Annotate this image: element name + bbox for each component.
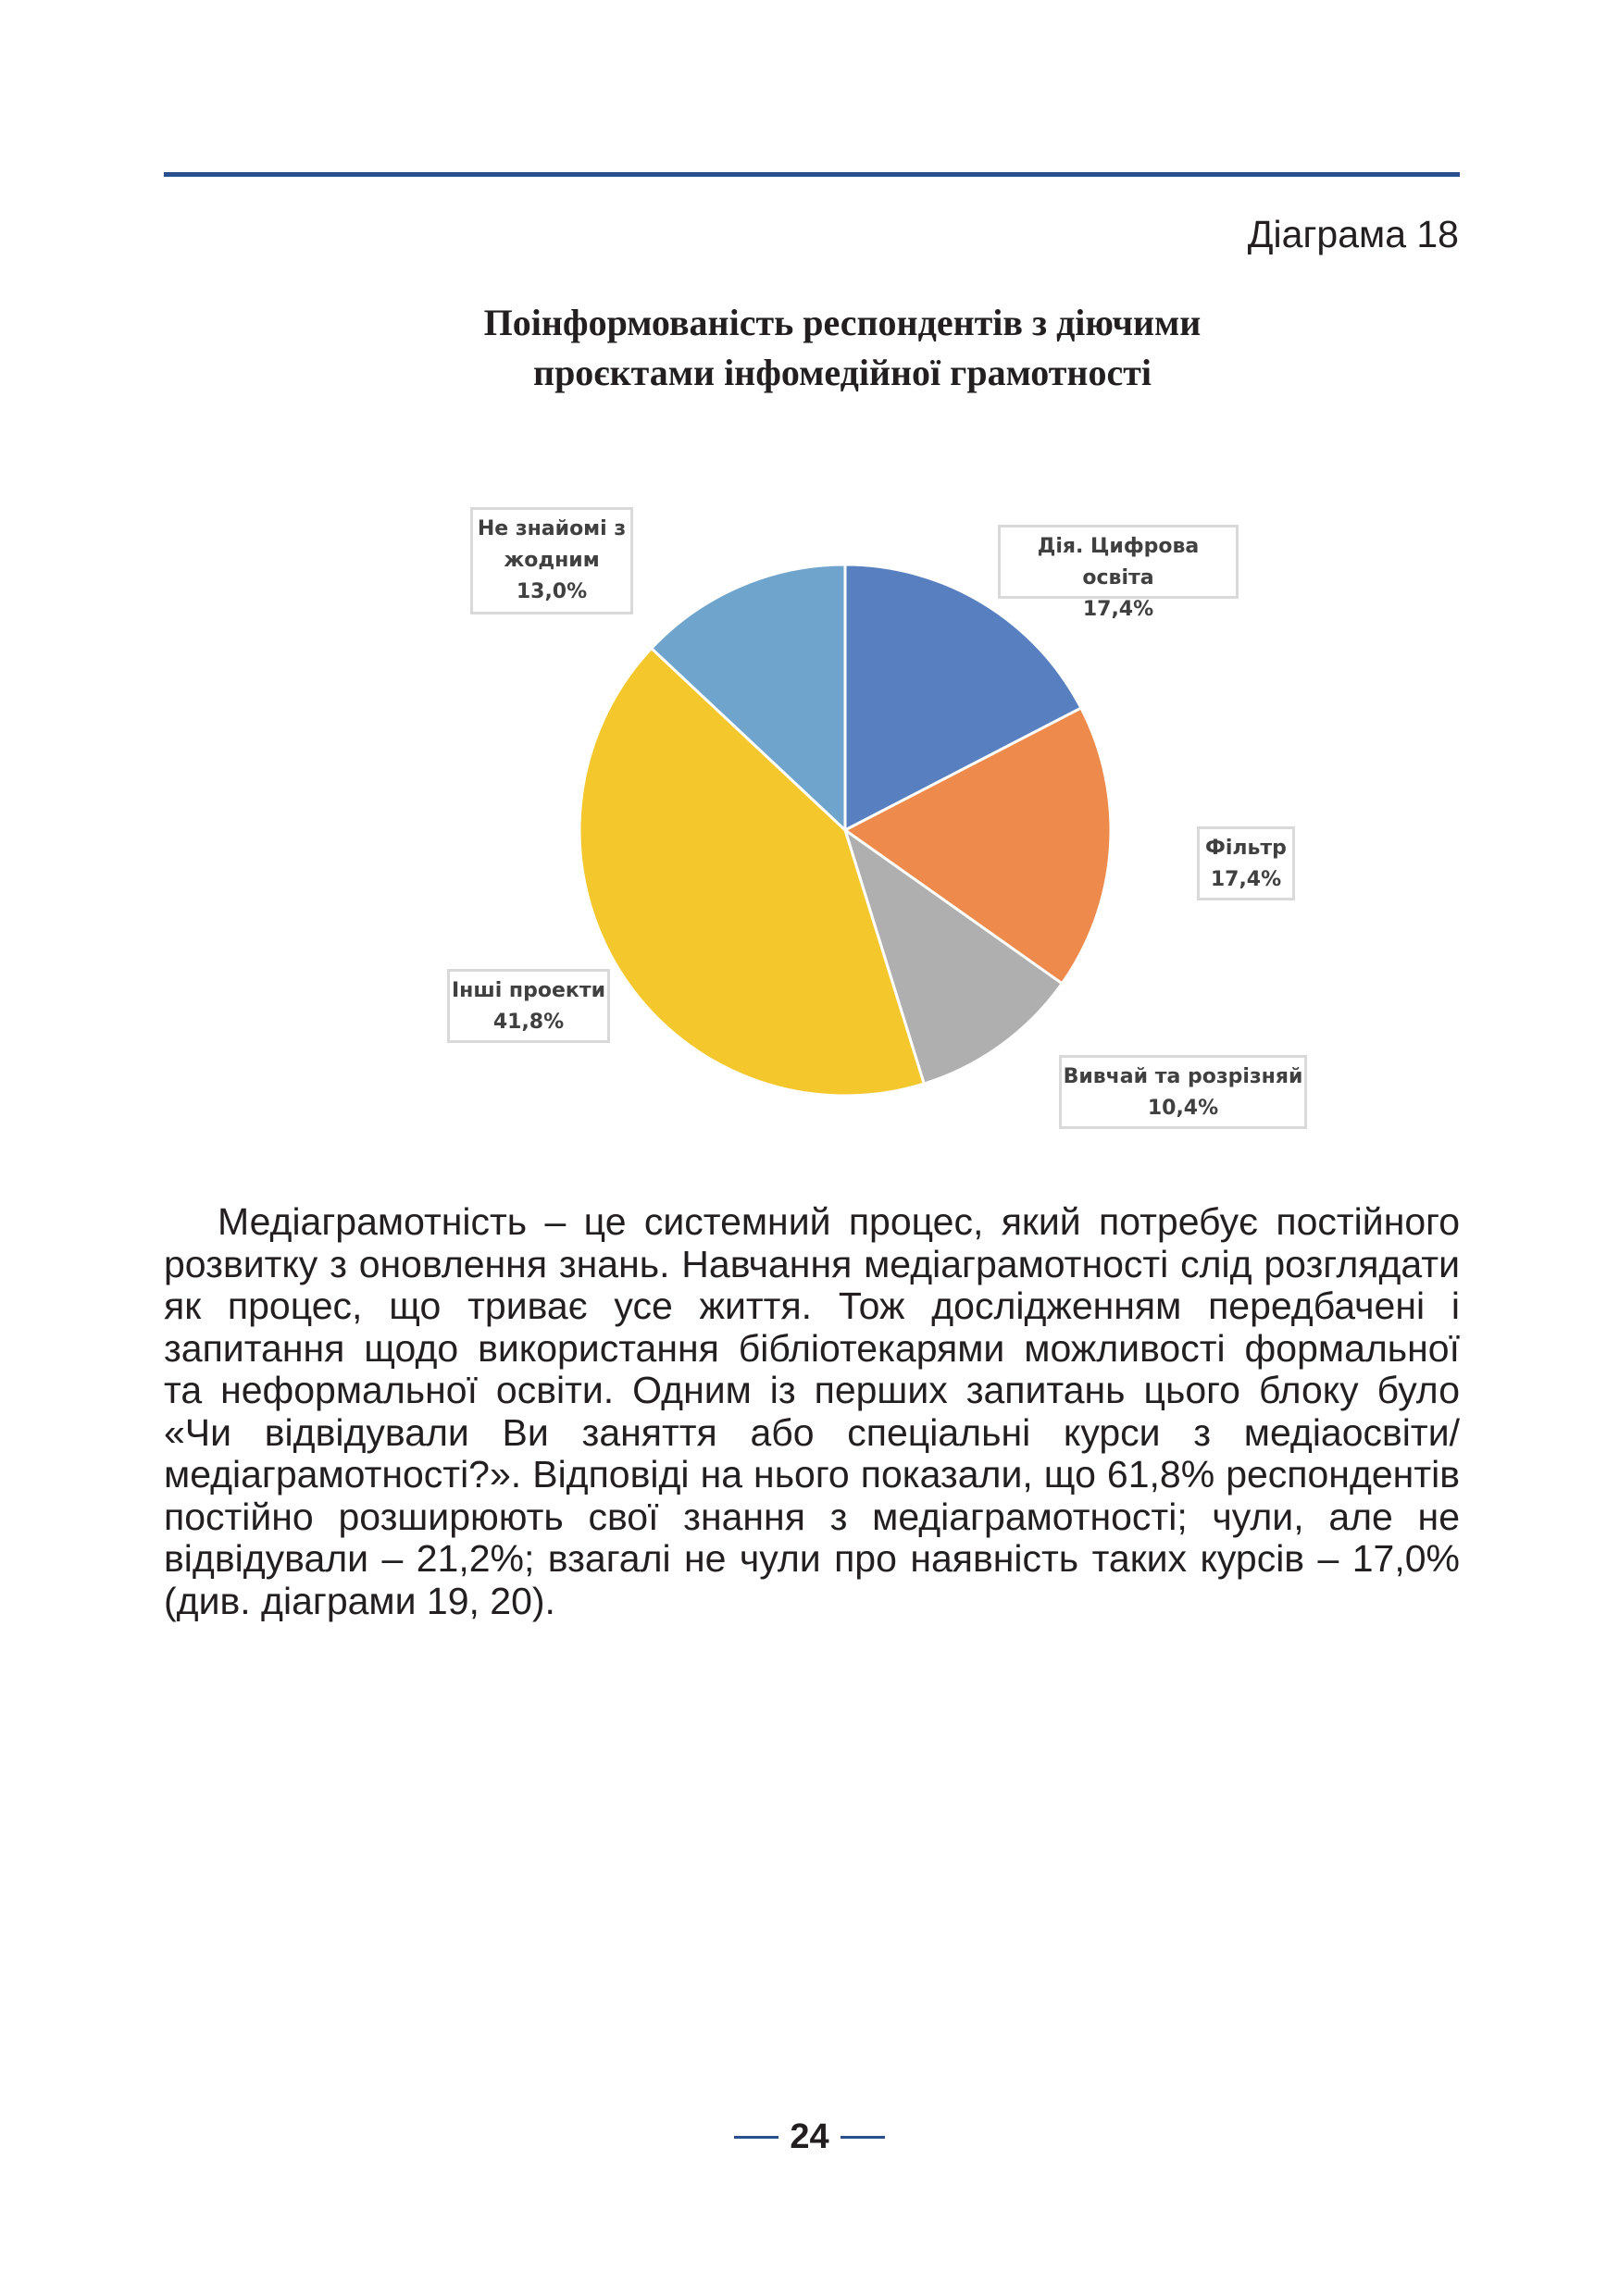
data-label-vyvchai-name: Вивчай та розрізняй [1063, 1065, 1303, 1088]
data-label-inshi-name: Інші проекти [451, 979, 606, 1002]
chart-title-line-1: Поінформованість респондентів з діючими [483, 302, 1202, 343]
data-label-dia [998, 525, 1239, 621]
data-label-filtr-name: Фільтр [1205, 837, 1287, 860]
page-number: 24 [790, 2117, 829, 2156]
data-label-vyvchai-value: 10,4% [1147, 1097, 1219, 1120]
data-label-ne-znaiomi [470, 507, 633, 614]
data-label-filtr [1197, 826, 1295, 900]
chart-title-line-2: проєктами інфомедійної грамотності [533, 352, 1152, 393]
footer-dash-right [841, 2136, 885, 2139]
body-text [164, 1201, 1460, 1622]
data-label-vyvchai [1059, 1055, 1307, 1129]
data-label-ne-znaiomi-name-2: жодним [504, 549, 600, 572]
data-label-dia-value: 17,4% [1082, 598, 1154, 621]
footer-dash-left [734, 2136, 778, 2139]
data-label-inshi [447, 969, 610, 1043]
data-label-filtr-value: 17,4% [1210, 868, 1282, 891]
body-paragraph: Медіаграмотність – це системний процес, який потребує постійного розвитку з оновлення знань. Навчання медіаграмотності слід розглядати як процес, що триває усе життя. Тож дослідженням передбачені і запитання щодо використання бібліотекарями можливості формальної та неформальної освіти. Одним із перших запитань цього блоку було «Чи відвідували Ви заняття або спеціальні курси з медіаосвіти/медіаграмотності?». Відповіді на нього показали, що 61,8% респондентів постійно розширюють свої знання з медіаграмотності; чули, але не відвідували – 21,2%; взагалі не чули про наявність таких курсів – 17,0% (див. діаграми 19, 20). [164, 1200, 1460, 1622]
data-label-ne-znaiomi-name-1: Не знайомі з [477, 517, 627, 540]
diagram-label: Діаграма 18 [1247, 213, 1459, 255]
data-label-ne-znaiomi-value: 13,0% [516, 580, 588, 603]
page-footer [0, 2117, 1619, 2157]
data-label-dia-name: Дія. Цифрова освіта [1037, 535, 1200, 590]
data-label-inshi-value: 41,8% [492, 1011, 565, 1034]
